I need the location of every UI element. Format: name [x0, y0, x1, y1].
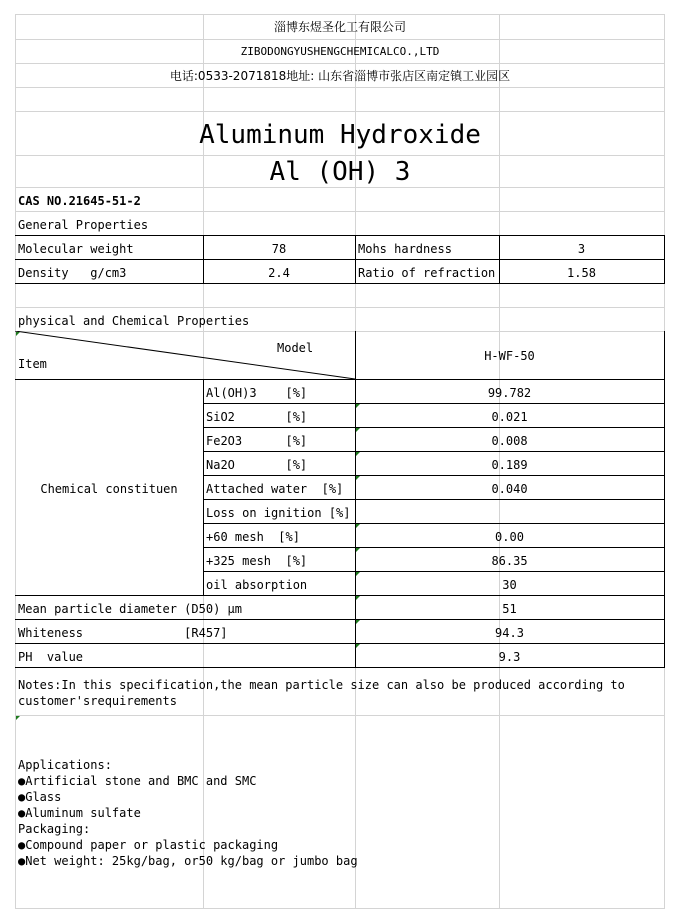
grid-row-line	[15, 187, 665, 188]
ph-value: 9.3	[498, 650, 521, 664]
density-label: Density g/cm3	[18, 266, 127, 280]
table-row-item: Al(OH)3 [%]	[206, 386, 308, 400]
table-row-value: 0.008	[491, 434, 528, 448]
table-border	[15, 643, 665, 644]
grid-row-line	[15, 211, 665, 212]
whiteness-label: Whiteness [R457]	[18, 626, 228, 640]
table-border	[15, 235, 665, 236]
table-row-value: 99.782	[487, 386, 532, 400]
table-border	[203, 403, 665, 404]
grid-row-line	[15, 14, 665, 15]
table-row-value: 0.040	[491, 482, 528, 496]
density-value: 2.4	[268, 266, 290, 280]
refraction-label: Ratio of refraction	[358, 266, 496, 280]
table-row-value: 0.00	[495, 530, 524, 544]
cell-marker-icon	[356, 404, 360, 408]
whiteness-value: 94.3	[495, 626, 524, 640]
application-item: ●Aluminum sulfate	[18, 806, 141, 820]
cell-marker-icon	[356, 644, 360, 648]
table-border	[203, 427, 665, 428]
cell-marker-icon	[356, 476, 360, 480]
mohs-hardness-label: Mohs hardness	[358, 242, 452, 256]
diagonal-header-line	[15, 331, 356, 380]
spec-sheet	[15, 14, 665, 909]
molecular-weight-label: Molecular weight	[18, 242, 134, 256]
model-header: Model	[277, 341, 314, 355]
chemical-group-label: Chemical constituen	[40, 482, 178, 496]
table-border	[15, 259, 665, 260]
table-border	[15, 283, 665, 284]
grid-row-line	[15, 63, 665, 64]
ph-label: PH value	[18, 650, 84, 664]
table-border	[203, 547, 665, 548]
table-row-item: Na2O [%]	[206, 458, 308, 472]
table-border	[203, 379, 204, 595]
product-formula: Al (OH) 3	[269, 157, 411, 187]
cell-marker-icon	[356, 620, 360, 624]
notes-line-1: Notes:In this specification,the mean particle size can also be produced according to	[18, 678, 625, 692]
product-name: Aluminum Hydroxide	[199, 120, 481, 150]
table-border	[203, 523, 665, 524]
mean-particle-label: Mean particle diameter (D50) μm	[18, 602, 242, 616]
table-row-item: oil absorption	[206, 578, 308, 592]
table-row-value: 30	[502, 578, 517, 592]
cas-number: CAS NO.21645-51-2	[18, 194, 141, 208]
item-header: Item	[18, 357, 47, 371]
table-border	[203, 475, 665, 476]
table-row-item: Fe2O3 [%]	[206, 434, 308, 448]
cell-marker-icon	[356, 428, 360, 432]
cell-marker-icon	[356, 524, 360, 528]
grid-row-line	[15, 39, 665, 40]
physical-properties-heading: physical and Chemical Properties	[18, 314, 250, 328]
grid-row-line	[15, 155, 665, 156]
grid-row-line	[15, 111, 665, 112]
table-border	[15, 619, 665, 620]
table-row-item: Loss on ignition [%]	[206, 506, 351, 520]
packaging-heading: Packaging:	[18, 822, 91, 836]
application-item: ●Artificial stone and BMC and SMC	[18, 774, 257, 788]
table-row-value: 86.35	[491, 554, 528, 568]
refraction-value: 1.58	[567, 266, 596, 280]
notes-line-2: customer'srequirements	[18, 694, 177, 708]
grid-row-line	[15, 307, 665, 308]
application-item: ●Glass	[18, 790, 62, 804]
table-border	[203, 571, 665, 572]
table-row-value: 0.021	[491, 410, 528, 424]
grid-row-line	[15, 908, 665, 909]
mean-particle-value: 51	[502, 602, 517, 616]
table-row-item: +325 mesh [%]	[206, 554, 308, 568]
company-name-cn: 淄博东煜圣化工有限公司	[273, 20, 406, 34]
table-border	[15, 667, 665, 668]
cell-marker-icon	[16, 716, 20, 720]
applications-heading: Applications:	[18, 758, 112, 772]
packaging-item: ●Compound paper or plastic packaging	[18, 838, 279, 852]
company-name-en: ZIBODONGYUSHENGCHEMICALCO.,LTD	[240, 45, 440, 58]
table-border	[203, 451, 665, 452]
grid-row-line	[15, 87, 665, 88]
cell-marker-icon	[356, 452, 360, 456]
table-row-value: 0.189	[491, 458, 528, 472]
molecular-weight-value: 78	[271, 242, 287, 256]
table-border	[355, 235, 356, 283]
grid-row-line	[15, 715, 665, 716]
table-border	[664, 331, 665, 667]
table-row-item: +60 mesh [%]	[206, 530, 300, 544]
cell-marker-icon	[356, 572, 360, 576]
table-row-item: Attached water [%]	[206, 482, 344, 496]
cell-marker-icon	[356, 596, 360, 600]
cell-marker-icon	[356, 548, 360, 552]
packaging-item: ●Net weight: 25kg/bag, or50 kg/bag or jumbo bag	[18, 854, 358, 868]
table-border	[15, 595, 665, 596]
table-row-item: SiO2 [%]	[206, 410, 308, 424]
mohs-hardness-value: 3	[577, 242, 586, 256]
company-contact: 电话:0533-2071818地址: 山东省淄博市张店区南定镇工业园区	[169, 69, 511, 83]
table-border	[203, 499, 665, 500]
cell-marker-icon	[16, 332, 20, 336]
model-value: H-WF-50	[484, 349, 535, 363]
general-properties-heading: General Properties	[18, 218, 149, 232]
table-border	[664, 235, 665, 283]
table-border	[355, 331, 356, 667]
